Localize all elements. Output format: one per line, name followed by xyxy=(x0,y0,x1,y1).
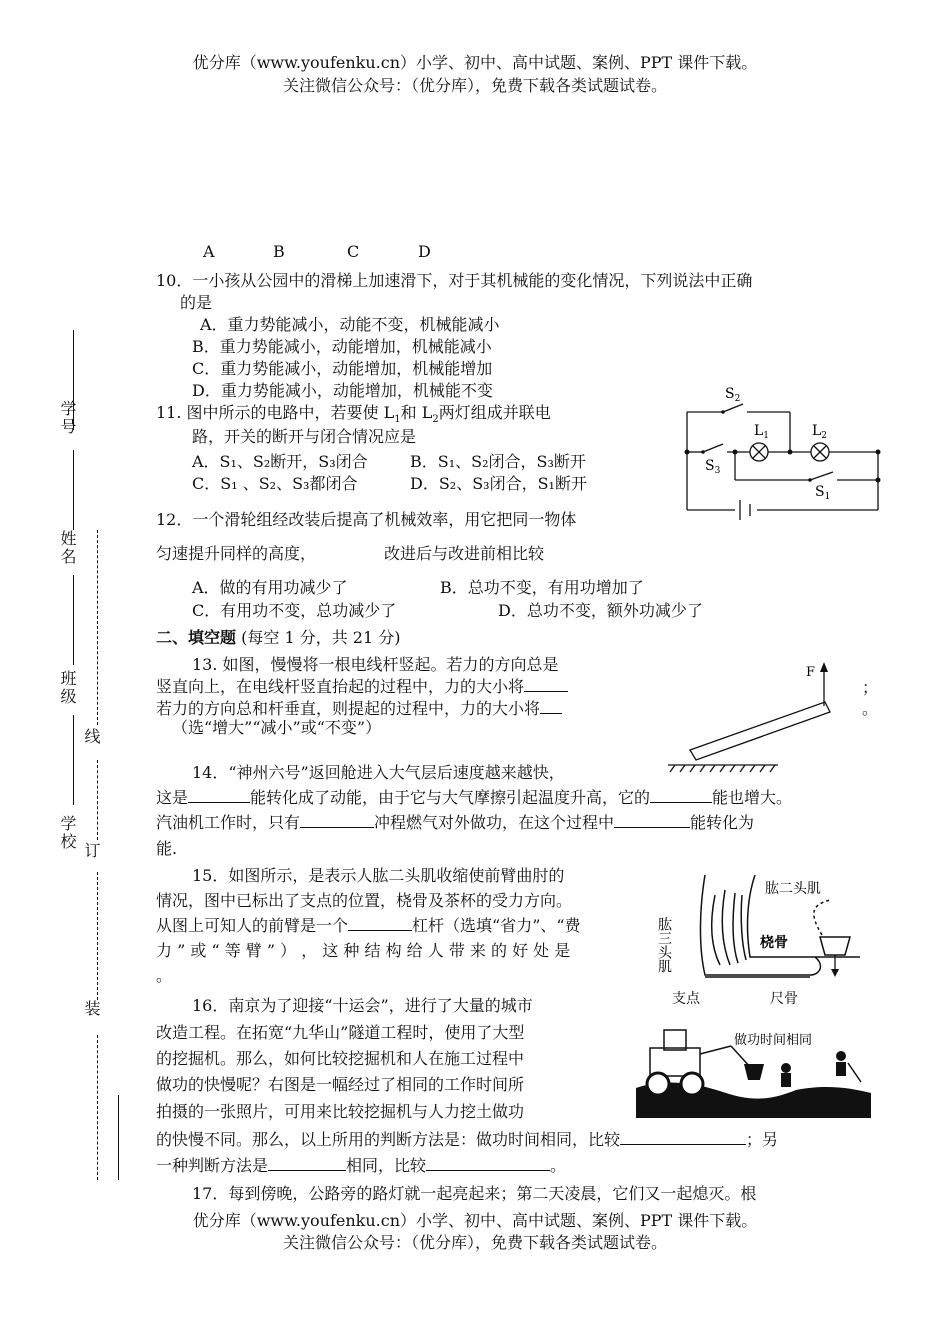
q16-line-2: 改造工程。在拓宽“九华山”隧道工程时，使用了大型 xyxy=(156,1023,525,1042)
binding-line xyxy=(118,1095,119,1180)
q15-line-1: 15．如图所示，是表示人肱二头肌收缩使前臂曲肘的 xyxy=(192,866,565,885)
q15-line-5: 。 xyxy=(156,966,173,985)
section-2-heading: 二、填空题 (每空 1 分，共 21 分) xyxy=(156,628,401,647)
q16-blank-3[interactable] xyxy=(426,1154,550,1171)
label-ulna: 尺骨 xyxy=(770,991,798,1007)
q14-line-4: 能. xyxy=(156,839,178,858)
q11-stem-line-2: 路，开关的断开与闭合情况应是 xyxy=(192,427,417,446)
binding-label-ding: 订 xyxy=(82,842,101,860)
prev-option-d: D xyxy=(418,242,431,261)
q15-line-3: 从图上可知人的前臂是一个 杠杆（选填“省力”、“费 xyxy=(156,916,581,935)
binding-line xyxy=(73,450,74,530)
q13-line-2: 竖直向上，在电线杆竖直抬起的过程中，力的大小将 xyxy=(156,674,568,697)
q14-blank-3[interactable] xyxy=(300,811,374,828)
q16-blank-2[interactable] xyxy=(268,1154,346,1171)
q10-stem-line-2: 的是 xyxy=(180,293,213,312)
label-s2: $S_2$ xyxy=(725,386,741,404)
q13-pole-diagram xyxy=(660,660,816,775)
binding-dashed-line xyxy=(97,760,98,840)
label-same-work-time: 做功时间相同 xyxy=(734,1033,813,1048)
q10-option-d: D．重力势能减小，动能增加，机械能不变 xyxy=(192,381,493,400)
prev-option-a: A xyxy=(203,242,215,261)
q17-line-1: 17．每到傍晚，公路旁的路灯就一起亮起来；第二天凌晨，它们又一起熄灭。根 xyxy=(192,1184,757,1203)
binding-dashed-line xyxy=(97,1035,98,1180)
q13-period: 。 xyxy=(862,699,879,718)
q15-line-4: 力 ” 或 “ 等 臂 ” ） ， 这 种 结 构 给 人 带 来 的 好 处 是 xyxy=(156,941,571,960)
q14-line-2: 这是 能转化成了动能，由于它与大气摩擦引起温度升高，它的 能也增大。 xyxy=(156,788,793,807)
label-triceps: 肱三头肌 xyxy=(656,917,672,973)
footer-line-1: 优分库（www.youfenku.cn）小学、初中、高中试题、案例、PPT 课件下载。 xyxy=(192,1211,758,1230)
binding-line xyxy=(73,575,74,665)
binding-label-xuehao: 学号 xyxy=(58,400,77,436)
q14-blank-4[interactable] xyxy=(614,811,690,828)
q10-stem-line-1: 10．一小孩从公园中的滑梯上加速滑下，对于其机械能的变化情况，下列说法中正确 xyxy=(156,271,753,290)
binding-dashed-line xyxy=(97,872,98,1000)
q16-line-6: 的快慢不同。那么，以上所用的判断方法是：做功时间相同，比较 ；另 xyxy=(156,1130,779,1149)
binding-label-banji: 班级 xyxy=(58,670,77,706)
q16-line-5: 拍摄的一张照片，可用来比较挖掘机与人力挖土做功 xyxy=(156,1102,525,1121)
q16-line-3: 的挖掘机。那么，如何比较挖掘机和人在施工过程中 xyxy=(156,1049,525,1068)
q16-excavator-photo xyxy=(636,1018,871,1118)
q12-stem-line-1: 12．一个滑轮组经改装后提高了机械效率，用它把同一物体 xyxy=(156,510,577,529)
label-s1: $S_1$ xyxy=(815,484,831,502)
q12-option-c: C．有用功不变，总功减少了 xyxy=(192,601,397,620)
q13-line-3: 若力的方向总和杆垂直，则提起的过程中，力的大小将 xyxy=(156,696,562,719)
q16-line-7: 一种判断方法是 相同，比较 。 xyxy=(156,1156,567,1175)
q12-option-a: A．做的有用功减少了 xyxy=(192,578,348,597)
q15-line-2: 情况，图中已标出了支点的位置，桡骨及茶杯的受力方向。 xyxy=(156,891,573,910)
binding-label-xuexiao: 学校 xyxy=(58,815,77,851)
q12-option-b: B．总功不变，有用功增加了 xyxy=(440,578,644,597)
q12-stem-line-2a: 匀速提升同样的高度， xyxy=(156,544,317,563)
binding-line xyxy=(73,715,74,805)
binding-label-zhuang: 装 xyxy=(82,1000,101,1018)
prev-option-b: B xyxy=(273,242,285,261)
q13-line-1: 13. 如图，慢慢将一根电线杆竖起。若力的方向总是 xyxy=(192,655,559,674)
label-l2: $L_2$ xyxy=(812,423,828,441)
q13-semicolon: ； xyxy=(862,678,879,697)
q16-line-4: 做功的快慢呢？右图是一幅经过了相同的工作时间所 xyxy=(156,1075,525,1094)
q10-option-b: B．重力势能减小，动能增加，机械能减小 xyxy=(192,337,492,356)
binding-dashed-line xyxy=(97,530,98,725)
q10-option-c: C．重力势能减小，动能增加，机械能增加 xyxy=(192,359,493,378)
q16-line-1: 16．南京为了迎接“十运会”，进行了大量的城市 xyxy=(192,996,533,1015)
label-l1: $L_1$ xyxy=(754,423,770,441)
q12-stem-line-2b: 改进后与改进前相比较 xyxy=(384,544,545,563)
q14-line-3: 汽油机工作时，只有 冲程燃气对外做功，在这个过程中 能转化为 xyxy=(156,813,755,832)
footer-line-2: 关注微信公众号：（优分库），免费下载各类试题试卷。 xyxy=(282,1233,667,1252)
q13-line-4: （选“增大”“减小”或“不变”） xyxy=(172,718,382,737)
binding-label-xingming: 姓名 xyxy=(58,530,77,566)
q16-blank-1[interactable] xyxy=(620,1128,746,1145)
q15-arm-diagram xyxy=(656,865,875,1015)
q11-option-c: C．S₁ 、S₂、S₃都闭合 xyxy=(192,474,358,493)
q13-blank-2[interactable] xyxy=(540,697,562,714)
label-f: F xyxy=(806,665,816,680)
label-s3: $S_3$ xyxy=(705,458,721,476)
header-line-1: 优分库（www.youfenku.cn）小学、初中、高中试题、案例、PPT 课件下载。 xyxy=(192,53,758,72)
q14-blank-2[interactable] xyxy=(650,786,712,803)
q11-stem-line-1: 11. 图中所示的电路中，若要使 $L_1$和 $L_2$两灯组成并联电 xyxy=(156,403,551,426)
q10-option-a: A．重力势能减小，动能不变，机械能减小 xyxy=(200,315,500,334)
label-biceps: 肱二头肌 xyxy=(765,881,821,897)
q12-option-d: D．总功不变，额外功减少了 xyxy=(498,601,703,620)
q14-blank-1[interactable] xyxy=(188,786,250,803)
label-fulcrum: 支点 xyxy=(672,991,700,1007)
q13-blank-1[interactable] xyxy=(524,675,568,692)
prev-option-c: C xyxy=(347,242,360,261)
q14-line-1: 14．“神州六号”返回舱进入大气层后速度越来越快， xyxy=(192,763,565,782)
q11-option-d: D．S₂、S₃闭合，S₁断开 xyxy=(410,474,587,493)
header-line-2: 关注微信公众号：（优分库），免费下载各类试题试卷。 xyxy=(282,76,667,95)
q11-circuit-diagram xyxy=(675,380,890,520)
q15-blank-1[interactable] xyxy=(348,914,412,931)
q11-option-a: A．S₁、S₂断开，S₃闭合 xyxy=(192,452,368,471)
q11-option-b: B．S₁、S₂闭合，S₃断开 xyxy=(410,452,586,471)
label-radius: 桡骨 xyxy=(760,935,788,951)
binding-label-xian: 线 xyxy=(82,728,101,746)
